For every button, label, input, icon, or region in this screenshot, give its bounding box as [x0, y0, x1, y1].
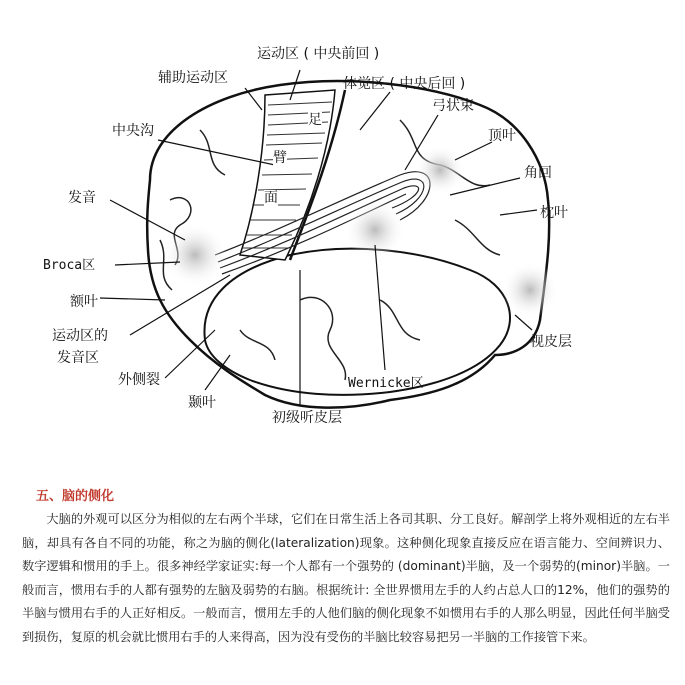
label-broca: Broca区	[43, 258, 96, 273]
label-auditory: 初级听皮层	[272, 410, 342, 426]
broca-area-shade	[163, 223, 227, 287]
label-motor-speech-1: 运动区的	[52, 328, 108, 344]
label-lateral-fissure: 外侧裂	[118, 372, 160, 388]
label-arm: 臂	[273, 150, 287, 166]
label-supplementary-motor: 辅助运动区	[158, 70, 228, 86]
label-somatosensory: 体觉区 ( 中央后回 )	[343, 76, 466, 92]
label-motor-cortex: 运动区 ( 中央前回 )	[257, 46, 380, 62]
label-arcuate: 弓状束	[432, 98, 474, 114]
label-foot: 足	[308, 112, 322, 128]
label-temporal: 颞叶	[188, 395, 216, 411]
label-central-sulcus: 中央沟	[112, 123, 154, 139]
label-frontal: 额叶	[70, 294, 98, 310]
label-face: 面	[264, 190, 278, 206]
label-motor-speech-2: 发音区	[57, 350, 99, 366]
label-articulation: 发音	[68, 190, 96, 206]
angular-shade	[415, 145, 465, 195]
label-wernicke: Wernicke区	[348, 376, 424, 391]
label-angular: 角回	[524, 165, 552, 181]
label-visual: 视皮层	[530, 334, 572, 350]
visual-shade	[502, 262, 558, 318]
label-occipital: 枕叶	[540, 205, 568, 221]
label-parietal: 顶叶	[488, 128, 516, 144]
temporal-lobe	[204, 249, 510, 395]
body-paragraph: 大脑的外观可以区分为相似的左右两个半球，它们在日常生活上各司其职、分工良好。解剖学上将外观相近的左右半脑，却具有各自不同的功能，称之为脑的侧化(lateralization)现象。这种侧化现象直接反应在语言能力、空间辨识力、数字逻辑和惯用的手上。很多神经学家证实:每一个人都有一个强势的 (dominant)半脑，及一个弱势的(minor)半脑。一般而言，惯用右手的人都有强势的左脑及弱势的右脑。根据统计: 全世界惯用左手的人约占总人口的12%，他们的强势的半脑与惯用右手的人正好相反。一般而言，惯用左手的人他们脑的侧化现象不如惯用右手的人那么明显，因此任何半脑受到损伤，复原的机会就比惯用右手的人来得高，因为没有受伤的半脑比较容易把另一半脑的工作接管下来。	[22, 512, 670, 644]
section-heading: 五、脑的侧化	[36, 489, 115, 504]
